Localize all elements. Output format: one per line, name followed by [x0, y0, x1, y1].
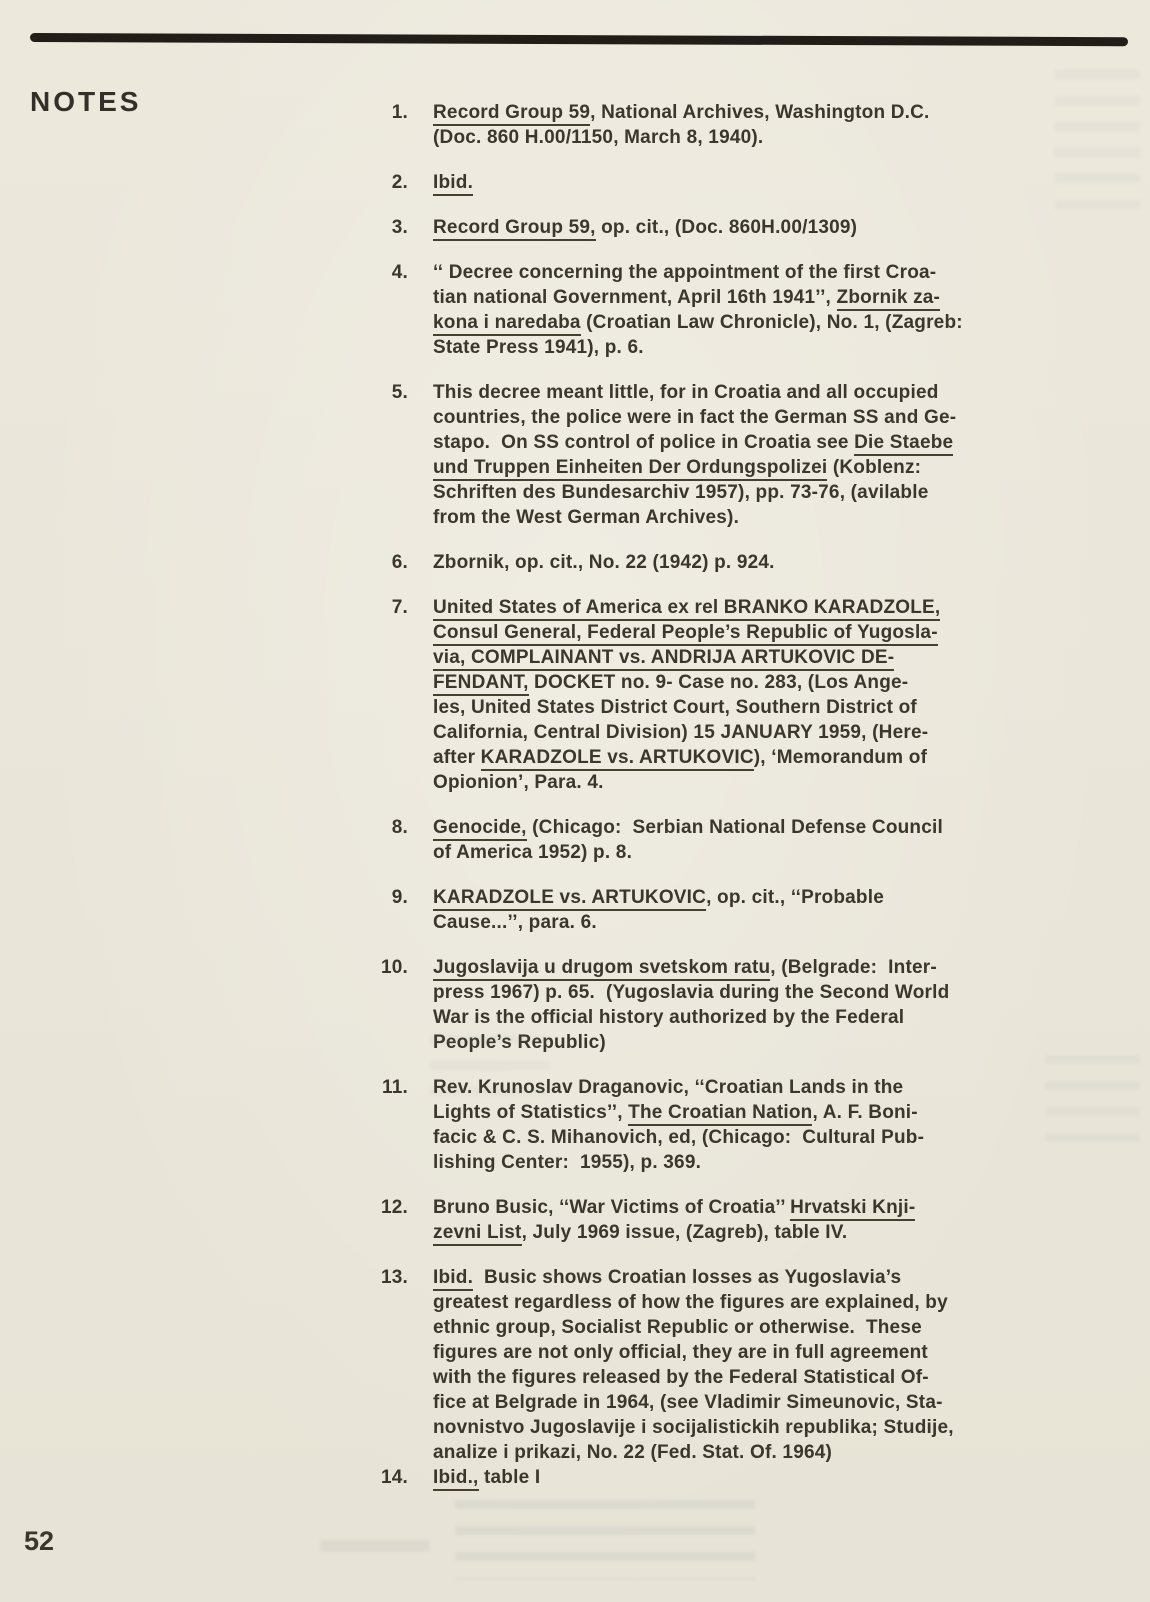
note-line	[433, 1125, 924, 1150]
note-line	[433, 620, 940, 645]
note-item	[330, 380, 1070, 530]
note-line	[433, 695, 940, 720]
text-segment: les, United States District Court, Southern District of	[433, 697, 917, 718]
note-number: 5.	[391, 382, 408, 403]
text-segment: Zbornik, op. cit., No. 22 (1942) p. 924.	[433, 552, 775, 573]
text-segment: figures are not only official, they are in full agreement	[433, 1342, 928, 1363]
underlined-text: FENDANT,	[433, 672, 529, 696]
text-segment: op. cit., (Doc. 860H.00/1309)	[595, 217, 858, 238]
note-text	[433, 595, 940, 795]
note-line	[433, 1100, 924, 1125]
text-segment: greatest regardless of how the figures are explained, by	[433, 1292, 948, 1313]
note-text	[433, 380, 956, 530]
note-number: 14.	[380, 1467, 408, 1488]
note-text	[433, 170, 473, 195]
text-segment: State Press 1941), p. 6.	[433, 337, 644, 358]
note-number: 8.	[391, 817, 408, 838]
note-number: 2.	[391, 172, 408, 193]
note-line	[433, 310, 963, 335]
note-item	[330, 1465, 1070, 1490]
note-item	[330, 955, 1070, 1055]
text-segment: ethnic group, Socialist Republic or otherwise. These	[433, 1317, 922, 1338]
note-text	[433, 815, 943, 865]
text-segment: , National Archives, Washington D.C.	[590, 102, 930, 123]
text-segment: analize i prikazi, No. 22 (Fed. Stat. Of. 1964)	[433, 1442, 833, 1463]
note-item	[330, 170, 1070, 195]
underlined-text: via, COMPLAINANT vs. ANDRIJA ARTUKOVIC DE-	[433, 647, 894, 671]
note-line	[433, 125, 930, 150]
text-segment: (Chicago: Serbian National Defense Council	[526, 817, 943, 838]
note-line	[433, 840, 943, 865]
underlined-text: Ibid.	[433, 172, 473, 196]
note-line	[433, 100, 930, 125]
underlined-text: Hrvatski Knji-	[790, 1197, 915, 1221]
note-line	[433, 1365, 954, 1390]
text-segment: Busic shows Croatian losses as Yugoslavia’s	[473, 1267, 902, 1288]
text-segment: facic & C. S. Mihanovich, ed, (Chicago: Cultural Pub-	[433, 1127, 925, 1148]
underlined-text: Record Group 59	[433, 102, 590, 126]
note-item	[330, 1195, 1070, 1245]
note-text	[433, 215, 857, 240]
note-line	[433, 1005, 949, 1030]
text-segment: (Doc. 860 H.00/1150, March 8, 1940).	[433, 127, 764, 148]
underlined-text: Ibid.,	[433, 1467, 479, 1491]
text-segment: , (Belgrade: Inter-	[770, 957, 937, 978]
note-line	[433, 505, 956, 530]
note-text	[433, 885, 884, 935]
underlined-text: Jugoslavija u drugom svetskom ratu	[433, 957, 770, 981]
note-number: 1.	[391, 102, 408, 123]
notes-list	[330, 100, 1070, 1510]
note-item	[330, 215, 1070, 240]
underlined-text: Die Staebe	[854, 432, 953, 456]
underlined-text: Ibid.	[433, 1267, 473, 1291]
text-segment: ‘‘ Decree concerning the appointment of the first Croa-	[433, 262, 937, 283]
note-item	[330, 550, 1070, 575]
note-number: 11.	[382, 1077, 408, 1098]
underlined-text: United States of America ex rel BRANKO KARADZOLE,	[433, 597, 940, 621]
text-segment: , op. cit., ‘‘Probable	[706, 887, 884, 908]
text-segment: lishing Center: 1955), p. 369.	[433, 1152, 702, 1173]
note-line	[433, 980, 949, 1005]
note-line	[433, 215, 857, 240]
note-text	[433, 1195, 915, 1245]
note-item	[330, 595, 1070, 795]
underlined-text: Record Group 59,	[433, 217, 596, 241]
page-number: 52	[24, 1526, 55, 1556]
page-title: NOTES	[30, 86, 142, 117]
note-item	[330, 885, 1070, 935]
note-number: 9.	[391, 887, 408, 908]
text-segment: with the figures released by the Federal Statistical Of-	[433, 1367, 929, 1388]
note-item	[330, 1265, 1070, 1465]
note-number: 3.	[391, 217, 408, 238]
note-item	[330, 815, 1070, 865]
text-segment: Schriften des Bundesarchiv 1957), pp. 73-76, (avilable	[433, 482, 929, 503]
note-line	[433, 595, 940, 620]
text-segment: Rev. Krunoslav Draganovic, ‘‘Croatian Lands in the	[433, 1077, 904, 1098]
underlined-text: KARADZOLE vs. ARTUKOVIC	[433, 887, 706, 911]
note-text	[433, 1465, 540, 1490]
note-line	[433, 1315, 954, 1340]
underlined-text: Genocide,	[433, 817, 527, 841]
text-segment: press 1967) p. 65. (Yugoslavia during the Second World	[433, 982, 950, 1003]
note-line	[433, 1075, 924, 1100]
note-line	[433, 1465, 540, 1490]
note-line	[433, 1415, 954, 1440]
text-segment: Lights of Statistics’’,	[433, 1102, 629, 1123]
text-segment: , July 1969 issue, (Zagreb), table IV.	[521, 1222, 848, 1243]
note-line	[433, 405, 956, 430]
underlined-text: kona i naredaba	[433, 312, 581, 336]
note-text	[433, 1265, 954, 1465]
text-segment: countries, the police were in fact the German SS and Ge-	[433, 407, 957, 428]
underlined-text: The Croatian Nation	[628, 1102, 812, 1126]
text-segment: of America 1952) p. 8.	[433, 842, 633, 863]
text-segment: fice at Belgrade in 1964, (see Vladimir Simeunovic, Sta-	[433, 1392, 943, 1413]
bleed-through-ghost	[320, 1540, 430, 1552]
note-line	[433, 335, 963, 360]
note-line	[433, 645, 940, 670]
underlined-text: KARADZOLE vs. ARTUKOVIC	[481, 747, 754, 771]
note-number: 4.	[391, 262, 408, 283]
note-line	[433, 670, 940, 695]
note-number: 6.	[391, 552, 408, 573]
note-line	[433, 1220, 915, 1245]
note-number: 7.	[391, 597, 408, 618]
note-text	[433, 955, 949, 1055]
text-segment: War is the official history authorized by the Federal	[433, 1007, 905, 1028]
note-text	[433, 550, 775, 575]
note-number: 10.	[380, 957, 408, 978]
text-segment: stapo. On SS control of police in Croatia see	[433, 432, 855, 453]
note-item	[330, 260, 1070, 360]
note-line	[433, 770, 940, 795]
note-line	[433, 720, 940, 745]
text-segment: table I	[478, 1467, 541, 1488]
text-segment: People’s Republic)	[433, 1032, 606, 1053]
note-line	[433, 480, 956, 505]
note-line	[433, 1340, 954, 1365]
text-segment: from the West German Archives).	[433, 507, 740, 528]
note-text	[433, 260, 963, 360]
note-line	[433, 1390, 954, 1415]
note-text	[433, 100, 930, 150]
underlined-text: Consul General, Federal People’s Republic of Yugosla-	[433, 622, 938, 646]
text-segment: Bruno Busic, ‘‘War Victims of Croatia’’	[433, 1197, 791, 1218]
note-line	[433, 1265, 954, 1290]
note-line	[433, 430, 956, 455]
note-line	[433, 550, 775, 575]
note-line	[433, 745, 940, 770]
note-line	[433, 380, 956, 405]
note-line	[433, 1440, 954, 1465]
text-segment: California, Central Division) 15 JANUARY 1959, (Here-	[433, 722, 929, 743]
note-line	[433, 1195, 915, 1220]
note-line	[433, 955, 949, 980]
note-line	[433, 1030, 949, 1055]
text-segment: ), ‘Memorandum of	[753, 747, 928, 768]
text-segment: Opionion’, Para. 4.	[433, 772, 604, 793]
note-text	[433, 1075, 924, 1175]
bleed-through-ghost	[455, 1500, 755, 1580]
note-line	[433, 260, 963, 285]
text-segment: , A. F. Boni-	[812, 1102, 918, 1123]
note-line	[433, 910, 884, 935]
note-line	[433, 885, 884, 910]
text-segment: Cause...’’, para. 6.	[433, 912, 597, 933]
note-line	[433, 1150, 924, 1175]
note-number: 12.	[380, 1197, 408, 1218]
note-item	[330, 1075, 1070, 1175]
underlined-text: Zbornik za-	[837, 287, 941, 311]
note-line	[433, 285, 963, 310]
text-segment: (Croatian Law Chronicle), No. 1, (Zagreb:	[580, 312, 963, 333]
note-line	[433, 455, 956, 480]
note-line	[433, 170, 473, 195]
text-segment: (Koblenz:	[827, 457, 922, 478]
text-segment: after	[433, 747, 481, 768]
underlined-text: und Truppen Einheiten Der Ordungspolizei	[433, 457, 827, 481]
text-segment: tian national Government, April 16th 1941’’,	[433, 287, 837, 308]
text-segment: novnistvo Jugoslavije i socijalistickih republika; Studije,	[433, 1417, 954, 1438]
underlined-text: zevni List	[433, 1222, 522, 1246]
text-segment: DOCKET no. 9- Case no. 283, (Los Ange-	[528, 672, 909, 693]
text-segment: This decree meant little, for in Croatia and all occupied	[433, 382, 939, 403]
top-rule	[30, 33, 1128, 46]
note-line	[433, 1290, 954, 1315]
note-item	[330, 100, 1070, 150]
note-number: 13.	[380, 1267, 408, 1288]
note-line	[433, 815, 943, 840]
